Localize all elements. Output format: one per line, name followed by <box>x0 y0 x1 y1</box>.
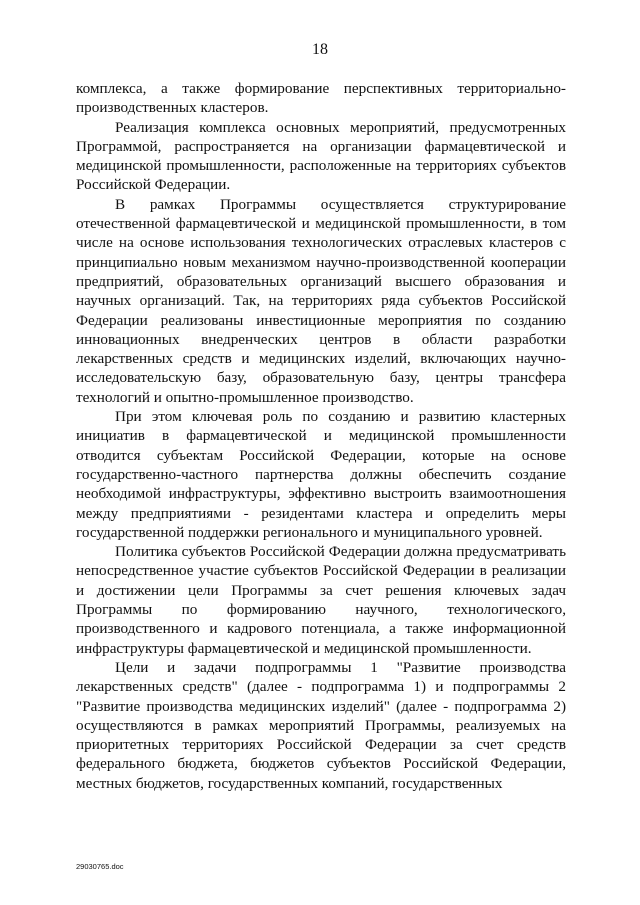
paragraph-industry-structuring: В рамках Программы осуществляется структурирование отечественной фармацевтической и медицинской промышленности, в том числе на основе использования технологических отраслевых кластеров с принципиально новым механизмом научно-производственной кооперации предприятий, образовательных организаций высшего образования и научных организаций. Так, на территориях ряда субъектов Российской Федерации реализованы инвестиционные мероприятия по созданию инновационных внедренческих центров в области разработки лекарственных средств и медицинских изделий, включающих научно-исследовательскую базу, образовательную базу, центры трансфера технологий и опытно-промышленное производство. <box>76 195 566 406</box>
page-number: 18 <box>312 41 328 58</box>
paragraph-cluster-initiatives: При этом ключевая роль по созданию и развитию кластерных инициатив в фармацевтической и медицинской промышленности отводится субъектам Российской Федерации, которые на основе государственно-частного партнерства должны обеспечить создание необходимой инфраструктуры, эффективно выстроить взаимоотношения между предприятиями - резидентами кластера и определить меры государственной поддержки регионального и муниципального уровней. <box>76 408 566 541</box>
body-text <box>76 79 566 793</box>
paragraph-continuation: комплекса, а также формирование перспективных территориально-производственных кластеров. <box>76 80 566 117</box>
paragraph-implementation-scope: Реализация комплекса основных мероприятий, предусмотренных Программой, распространяется на организации фармацевтической и медицинской промышленности, расположенные на территориях субъектов Российской Федерации. <box>76 118 566 194</box>
paragraph-subprogram-goals: Цели и задачи подпрограммы 1 "Развитие производства лекарственных средств" (далее - подпрограмма 1) и подпрограммы 2 "Развитие производства медицинских изделий" (далее - подпрограмма 2) осуществляются в рамках мероприятий Программы, реализуемых на приоритетных территориях Российской Федерации за счет средств федерального бюджета, бюджетов субъектов Российской Федерации, местных бюджетов, государственных компаний, государственных <box>76 658 566 792</box>
footer-file-name: 29030765.doc <box>76 862 124 871</box>
paragraph-regional-policy: Политика субъектов Российской Федерации должна предусматривать непосредственное участие субъектов Российской Федерации в реализации и достижении цели Программы за счет решения ключевых задач Программы по формированию научного, технологического, производственного и кадрового потенциала, а также информационной инфраструктуры фармацевтической и медицинской промышленности. <box>76 543 566 657</box>
